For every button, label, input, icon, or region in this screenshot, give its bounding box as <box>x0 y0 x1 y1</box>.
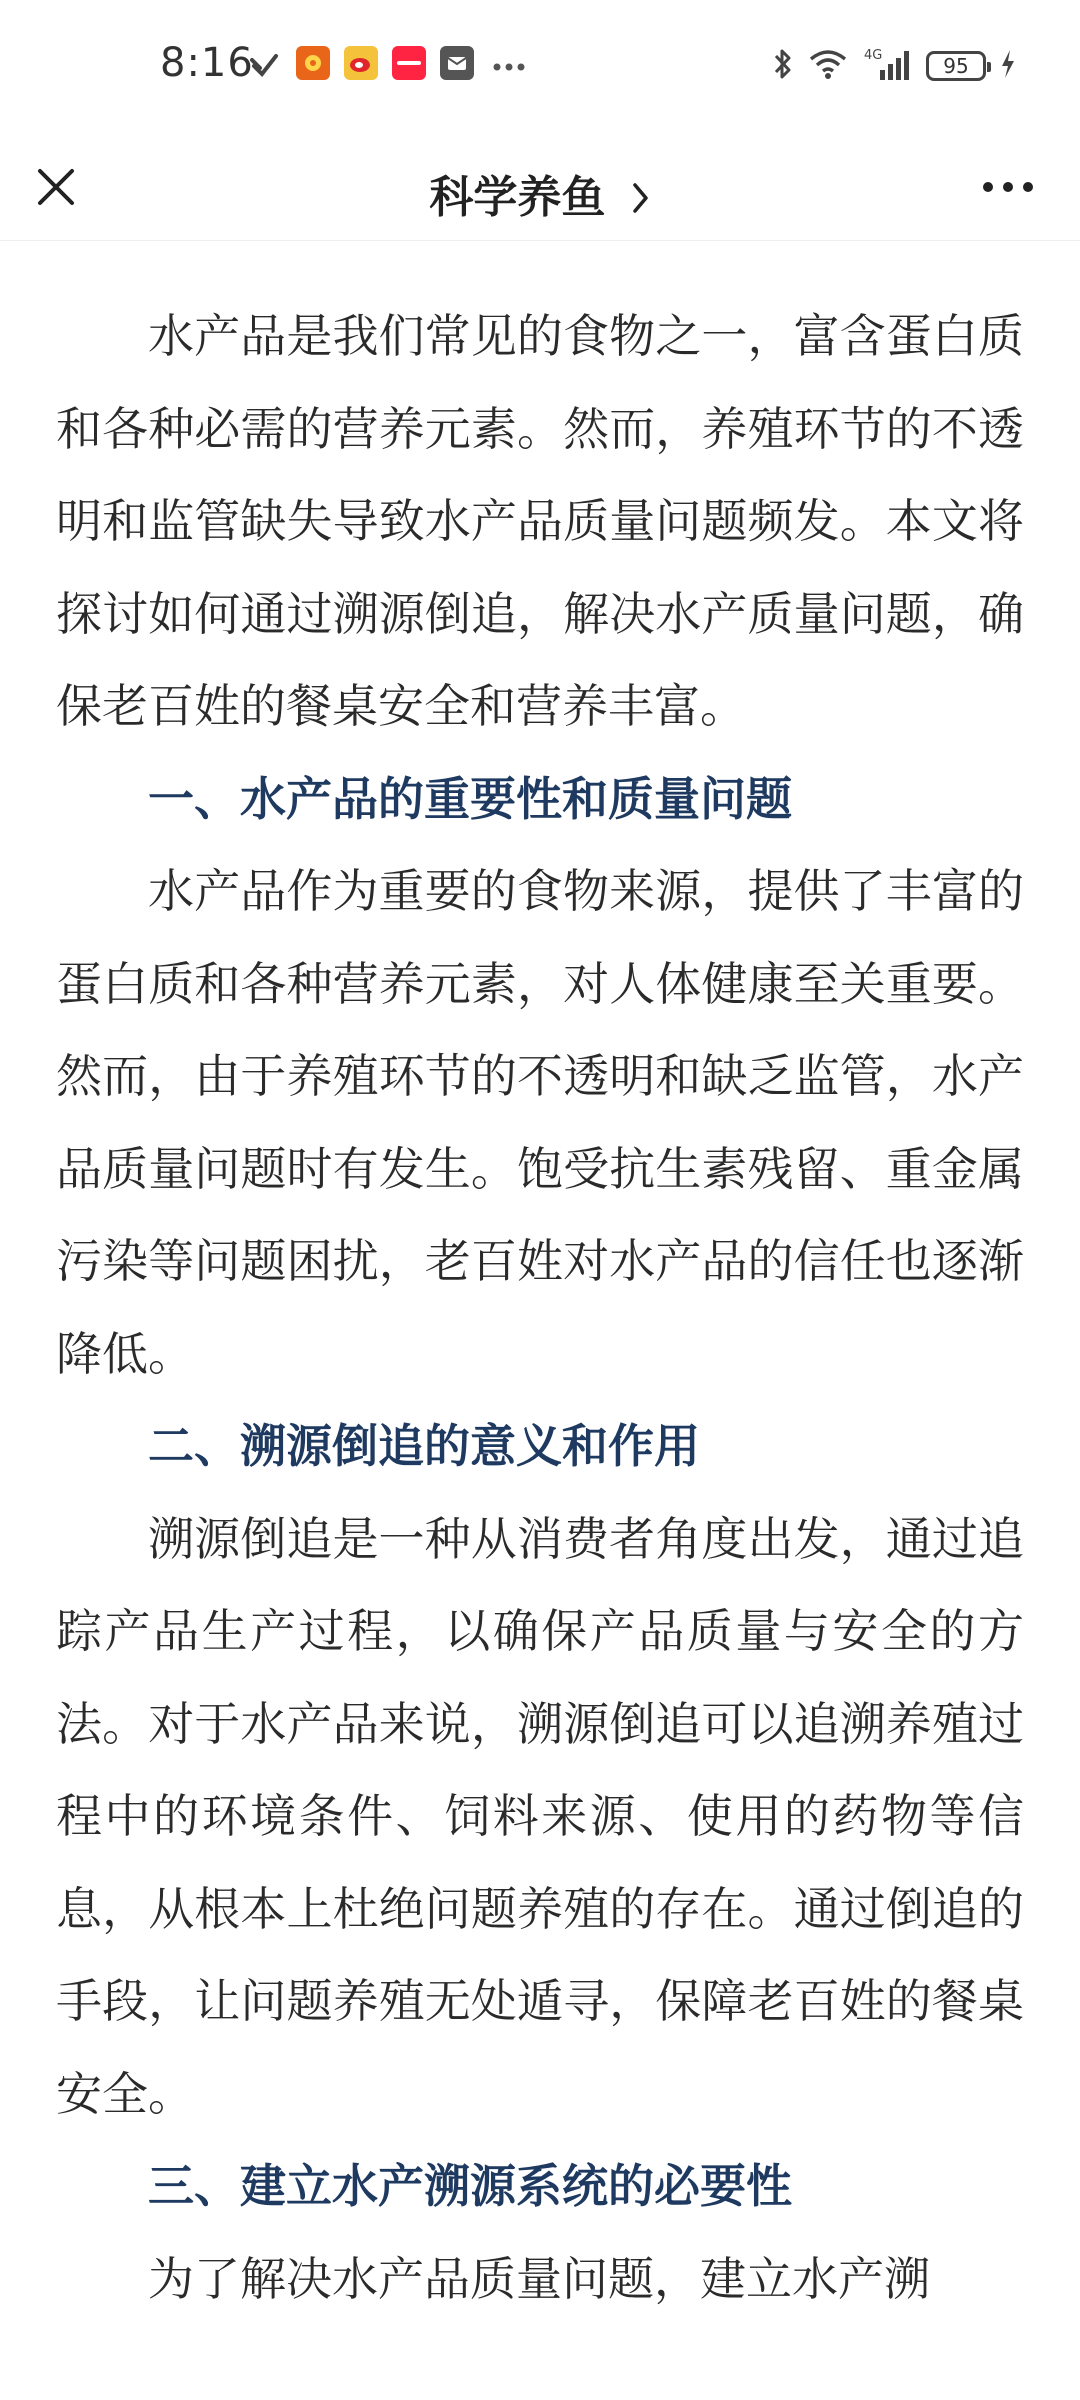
weibo-notification-icon <box>344 46 378 80</box>
notification-icons <box>248 46 526 80</box>
account-name: 科学养鱼 <box>429 172 606 223</box>
battery-level: 95 <box>943 54 969 78</box>
svg-text:4G: 4G <box>864 48 883 63</box>
article-paragraph: 水产品是我们常见的食物之一，富含蛋白质和各种必需的营养元素。然而，养殖环节的不透明和监管缺失导致水产品质量问题频发。本文将探讨如何通过溯源倒追，解决水产质量问题，确保老百姓的餐桌安全和营养丰富。 <box>56 309 1024 733</box>
chevron-right-icon <box>631 175 651 226</box>
section-heading: 一、水产品的重要性和质量问题 <box>148 771 792 826</box>
status-right <box>772 46 1016 86</box>
more-options-button[interactable] <box>976 165 1040 209</box>
xiaohongshu-notification-icon <box>392 46 426 80</box>
more-options-icon <box>982 181 1034 193</box>
article-paragraph: 水产品作为重要的食物来源，提供了丰富的蛋白质和各种营养元素，对人体健康至关重要。然而，由于养殖环节的不透明和缺乏监管，水产品质量问题时有发生。饱受抗生素残留、重金属污染等问题困扰，老百姓对水产品的信任也逐渐降低。 <box>56 864 1024 1381</box>
status-bar <box>0 0 1080 135</box>
mail-notification-icon <box>440 46 474 80</box>
charging-icon <box>1000 49 1016 83</box>
chat-notification-icon <box>248 46 282 80</box>
article-paragraph: 溯源倒追是一种从消费者角度出发，通过追踪产品生产过程，以确保产品质量与安全的方法。对于水产品来说，溯源倒追可以追溯养殖过程中的环境条件、饲料来源、使用的药物等信息，从根本上杜绝问题养殖的存在。通过倒追的手段，让问题养殖无处遁寻，保障老百姓的餐桌安全。 <box>56 1511 1024 2121</box>
bluetooth-icon <box>772 46 794 86</box>
battery-icon <box>926 51 986 81</box>
section-heading: 二、溯源倒追的意义和作用 <box>148 1419 700 1473</box>
status-time: 8:16 <box>160 40 254 86</box>
cellular-signal-icon <box>862 46 912 86</box>
account-name-link[interactable] <box>0 161 1080 226</box>
app-notification-icon <box>296 46 330 80</box>
article-body <box>56 290 1024 2325</box>
more-notifications-icon <box>492 53 526 73</box>
article-paragraph: 为了解决水产品质量问题，建立水产溯 <box>148 2251 930 2306</box>
section-heading: 三、建立水产溯源系统的必要性 <box>148 2159 792 2213</box>
article-header <box>0 135 1080 241</box>
wifi-icon <box>808 48 848 84</box>
